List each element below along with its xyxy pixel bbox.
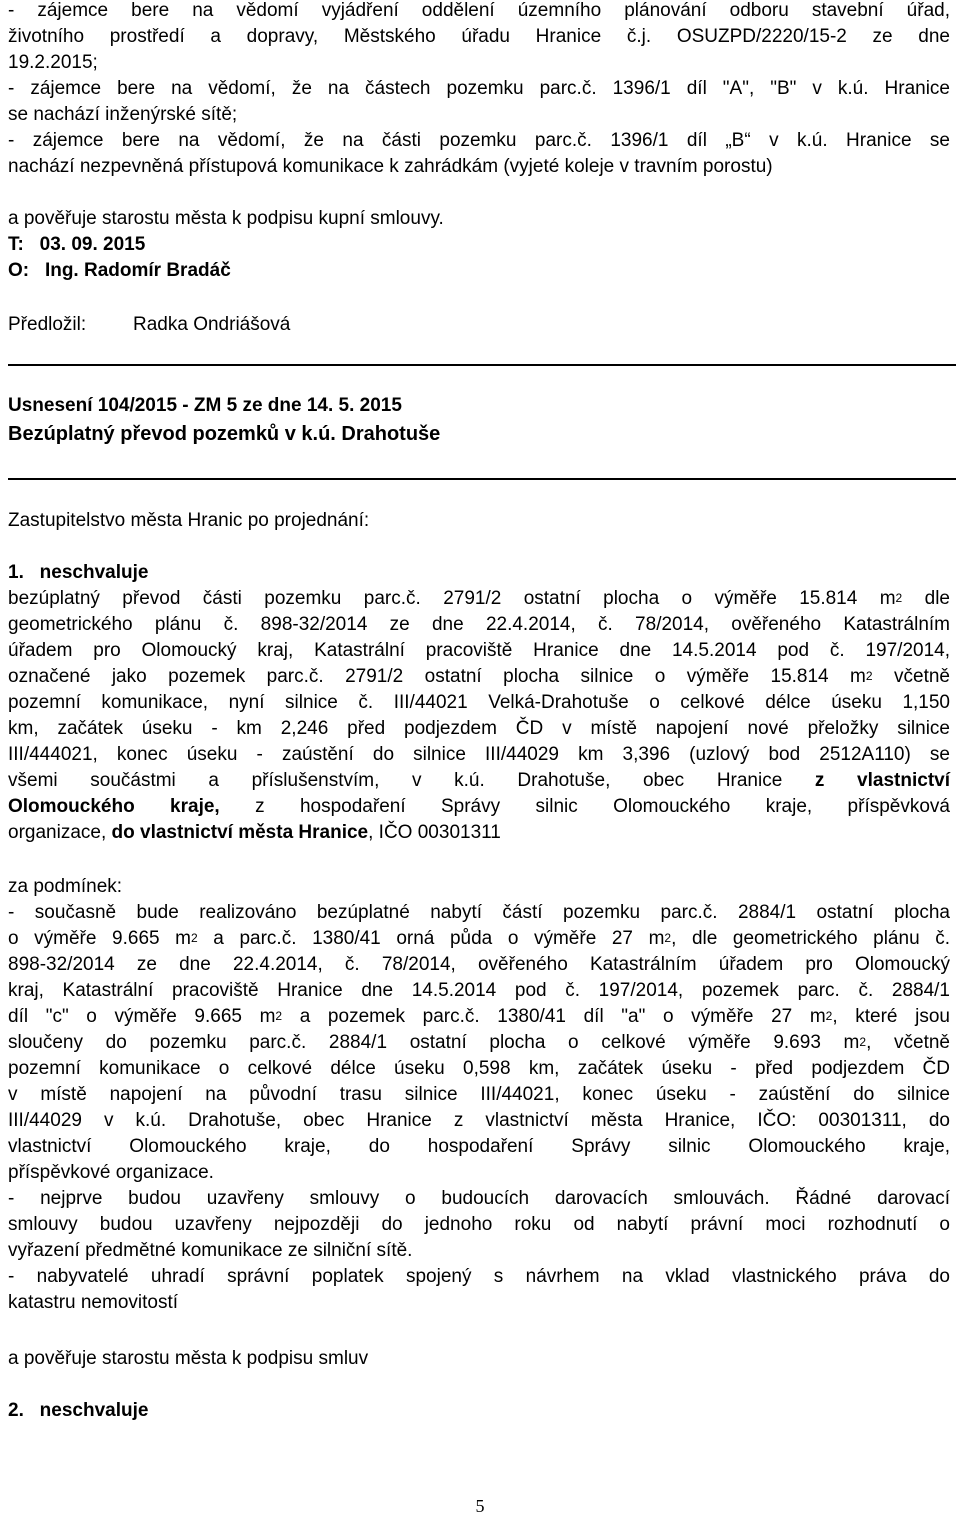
- text-line: - zájemce bere na vědomí, že na částech pozemku parc.č. 1396/1 díl "A", "B" v k.ú. Hranice: [8, 78, 950, 99]
- submitted-name: Radka Ondriášová: [133, 314, 291, 335]
- text-line: vyřazení předmětné komunikace ze silniční sítě.: [8, 1240, 413, 1261]
- separator-rule: [8, 364, 956, 366]
- text-line: - zájemce bere na vědomí vyjádření oddělení územního plánování odboru stavební úřad,: [8, 0, 950, 21]
- authorize-line: a pověřuje starostu města k podpisu smluv: [8, 1348, 369, 1369]
- deadline: T: 03. 09. 2015: [8, 234, 146, 255]
- text-line: pozemní komunikace, nyní silnice č. III/44021 Velká-Drahotuše o celkové délce úseku 1,150: [8, 692, 950, 713]
- text-line: díl "c" o výměře 9.665 $m^2$ a pozemek parc.č. 1380/41 díl "a" o výměře 27 $m^2$, které jsou: [8, 1006, 950, 1027]
- text-line: - zájemce bere na vědomí, že na části pozemku parc.č. 1396/1 díl „B“ v k.ú. Hranice se: [8, 130, 950, 151]
- text-line: katastru nemovitostí: [8, 1292, 179, 1313]
- submitted-label: Předložil:: [8, 314, 87, 335]
- text-line: v místě napojení na původní trasu silnice III/44021, konec úseku - zaústění do silnice: [8, 1084, 950, 1105]
- text-line: označené jako pozemek parc.č. 2791/2 ostatní plocha silnice o výměře 15.814 $m^2$ včetně: [8, 666, 950, 687]
- council-intro: Zastupitelstvo města Hranic po projednání:: [8, 510, 370, 531]
- text-line: životního prostředí a dopravy, Městského úřadu Hranice č.j. OSUZPD/2220/15-2 ze dne: [8, 26, 950, 47]
- conditions-label: za podmínek:: [8, 876, 123, 897]
- text-line: III/444021, konec úseku - zaústění do silnice III/44029 km 3,396 (uzlový bod 2512A110) se: [8, 744, 950, 765]
- text-line: sloučeny do pozemku parc.č. 2884/1 ostatní plocha o celkové výměře 9.693 $m^2$, včetně: [8, 1032, 950, 1053]
- page-number: 5: [475, 1496, 485, 1516]
- text-line: - nejprve budou uzavřeny smlouvy o budoucích darovacích smlouvách. Řádné darovací: [8, 1188, 950, 1209]
- text-line: organizace, do vlastnictví města Hranice, IČO 00301311: [8, 822, 501, 843]
- text-line: - nabyvatelé uhradí správní poplatek spojený s návrhem na vklad vlastnického práva do: [8, 1266, 950, 1287]
- text-line: Olomouckého kraje, z hospodaření Správy silnic Olomouckého kraje, příspěvková: [8, 796, 950, 817]
- text-line: smlouvy budou uzavřeny nejpozději do jednoho roku od nabytí právní moci rozhodnutí o: [8, 1214, 950, 1235]
- responsible-person: O: Ing. Radomír Bradáč: [8, 260, 231, 281]
- submitted-by: [8, 314, 950, 336]
- text-line: III/44029 v k.ú. Drahotuše, obec Hranice z vlastnictví města Hranice, IČO: 00301311, do: [8, 1110, 950, 1131]
- text-line: všemi součástmi a příslušenstvím, v k.ú. Drahotuše, obec Hranice z vlastnictví: [8, 770, 950, 791]
- text-line: úřadem pro Olomoucký kraj, Katastrální pracoviště Hranice dne 14.5.2014 pod č. 197/2014,: [8, 640, 950, 661]
- resolution-subject: Bezúplatný převod pozemků v k.ú. Drahotuše: [8, 423, 441, 445]
- text-line: se nachází inženýrské sítě;: [8, 104, 238, 125]
- text-line: vlastnictví Olomouckého kraje, do hospodaření Správy silnic Olomouckého kraje,: [8, 1136, 950, 1157]
- text-line: nachází nezpevněná přístupová komunikace k zahrádkám (vyjeté koleje v travním porostu): [8, 156, 773, 177]
- text-line: geometrického plánu č. 898-32/2014 ze dne 22.4.2014, č. 78/2014, ověřeného Katastrálním: [8, 614, 950, 635]
- text-line: 898-32/2014 ze dne 22.4.2014, č. 78/2014, ověřeného Katastrálním úřadem pro Olomoucký: [8, 954, 950, 975]
- text-line: kraj, Katastrální pracoviště Hranice dne 14.5.2014 pod č. 197/2014, pozemek parc. č. 2884/1: [8, 980, 950, 1001]
- text-line: bezúplatný převod části pozemku parc.č. 2791/2 ostatní plocha o výměře 15.814 $m^2$ dle: [8, 588, 950, 609]
- item1-heading: 1. neschvaluje: [8, 562, 149, 583]
- separator-rule: [8, 478, 956, 480]
- text-line: - současně bude realizováno bezúplatné nabytí částí pozemku parc.č. 2884/1 ostatní plocha: [8, 902, 950, 923]
- text-line: o výměře 9.665 $m^2$ a parc.č. 1380/41 orná půda o výměře 27 $m^2$, dle geometrického plánu č.: [8, 928, 951, 949]
- resolution-number: Usnesení 104/2015 - ZM 5 ze dne 14. 5. 2015: [8, 395, 402, 416]
- item2-heading: 2. neschvaluje: [8, 1400, 149, 1421]
- text-line: příspěvkové organizace.: [8, 1162, 214, 1183]
- authorize-line: a pověřuje starostu města k podpisu kupní smlouvy.: [8, 208, 444, 229]
- text-line: 19.2.2015;: [8, 52, 98, 73]
- text-line: pozemní komunikace o celkové délce úseku 0,598 km, začátek úseku - před podjezdem ČD: [8, 1058, 950, 1079]
- text-line: km, začátek úseku - km 2,246 před podjezdem ČD v místě napojení nové přeložky silnice: [8, 718, 950, 739]
